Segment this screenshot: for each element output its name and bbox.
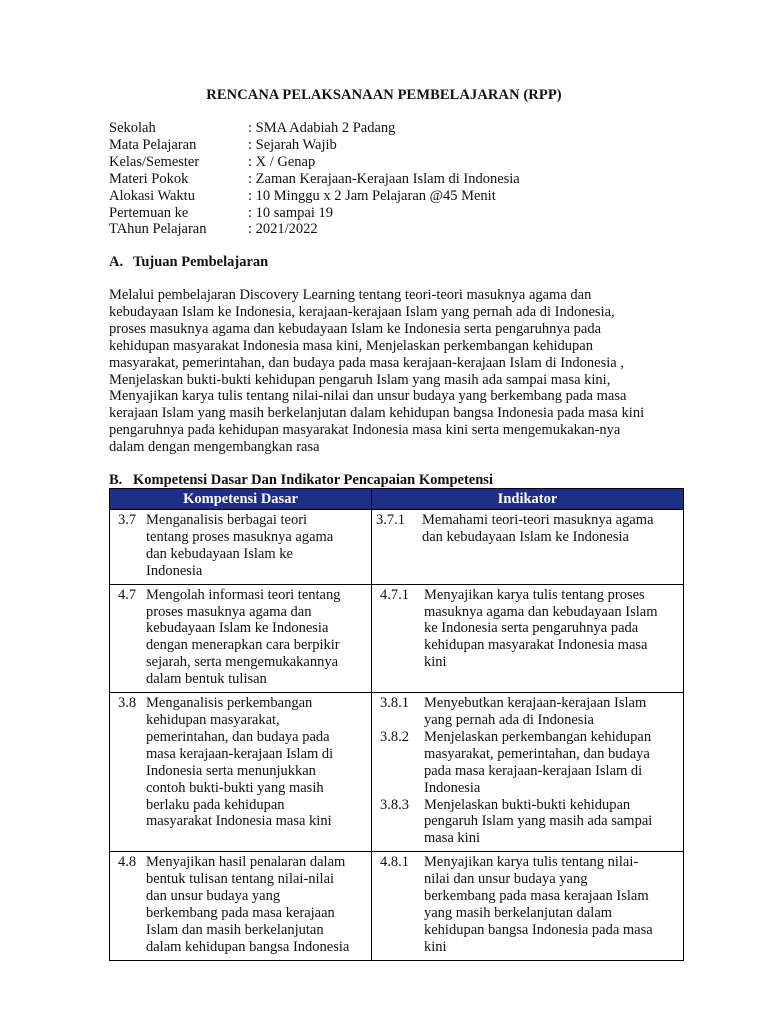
indicator-text-line: pengaruh Islam yang masih ada sampai bbox=[424, 813, 653, 830]
identity-block bbox=[109, 120, 520, 238]
indicator-text bbox=[424, 695, 679, 729]
identity-value: : SMA Adabiah 2 Padang bbox=[248, 120, 396, 136]
indicator-item bbox=[376, 797, 679, 848]
paragraph-line: pengaruhnya pada kehidupan masyarakat Indonesia masa kini serta mengemukakan-nya bbox=[109, 422, 621, 439]
indicator-number: 3.8.1 bbox=[380, 695, 409, 712]
kd-text-line: proses masuknya agama dan bbox=[146, 603, 312, 620]
kd-text-line: contoh bukti-bukti yang masih bbox=[146, 779, 324, 796]
identity-row bbox=[109, 120, 520, 137]
indicator-text-line: berkembang pada masa kerajaan Islam bbox=[424, 888, 649, 905]
header-kompetensi-dasar: Kompetensi Dasar bbox=[110, 489, 372, 510]
kd-number: 3.7 bbox=[118, 512, 137, 528]
identity-label: Mata Pelajaran bbox=[109, 136, 197, 153]
indicator-item bbox=[376, 587, 679, 672]
kd-text-line: masa kerajaan-kerajaan Islam di bbox=[146, 745, 334, 762]
kd-number: 3.8 bbox=[118, 695, 137, 712]
identity-value: : Zaman Kerajaan-Kerajaan Islam di Indonesia bbox=[248, 170, 520, 187]
identity-row bbox=[109, 137, 520, 154]
indicator-text-line: pada masa kerajaan-kerajaan Islam di bbox=[424, 762, 643, 779]
kd-text-line: kebudayaan Islam ke Indonesia bbox=[146, 620, 329, 637]
indicator-text-line: kini bbox=[424, 654, 447, 671]
paragraph-line: kebudayaan Islam ke Indonesia, kerajaan-kerajaan Islam yang pernah ada di Indonesia, bbox=[109, 303, 615, 320]
indicator-number: 3.8.3 bbox=[380, 796, 409, 813]
identity-label: Sekolah bbox=[109, 120, 156, 136]
section-a-marker: A. bbox=[109, 254, 124, 270]
section-b-title: Kompetensi Dasar Dan Indikator Pencapaian Kompetensi bbox=[133, 472, 493, 488]
table-header-row bbox=[110, 489, 684, 510]
kd-text-line: Menganalisis berbagai teori bbox=[146, 512, 308, 528]
indicator-text bbox=[424, 854, 679, 955]
section-b-marker: B. bbox=[109, 472, 123, 488]
kd-text-line: Indonesia serta menunjukkan bbox=[146, 762, 316, 779]
identity-row bbox=[109, 205, 520, 222]
kd-text-line: dalam bentuk tulisan bbox=[146, 671, 267, 688]
kd-text-line: Mengolah informasi teori tentang bbox=[146, 586, 341, 603]
section-a-title: Tujuan Pembelajaran bbox=[133, 254, 269, 270]
identity-label: Alokasi Waktu bbox=[109, 187, 195, 204]
indicator-cell bbox=[372, 693, 684, 852]
identity-value: : 10 Minggu x 2 Jam Pelajaran @45 Menit bbox=[248, 187, 496, 204]
indicator-item bbox=[376, 729, 679, 797]
identity-row bbox=[109, 171, 520, 188]
kd-text-line: sejarah, serta mengemukakannya bbox=[146, 654, 339, 671]
indicator-text-line: dan kebudayaan Islam ke Indonesia bbox=[422, 528, 629, 545]
kd-text-line: dan unsur budaya yang bbox=[146, 888, 281, 905]
kd-text bbox=[146, 587, 367, 688]
document-title: RENCANA PELAKSANAAN PEMBELAJARAN (RPP) bbox=[206, 87, 562, 103]
identity-row bbox=[109, 221, 520, 238]
section-a-heading bbox=[109, 254, 268, 271]
learning-objective-paragraph bbox=[109, 287, 689, 456]
kd-text-line: bentuk tulisan tentang nilai-nilai bbox=[146, 871, 335, 888]
kd-text-line: pemerintahan, dan budaya pada bbox=[146, 728, 330, 745]
indicator-cell bbox=[372, 510, 684, 585]
indicator-text-line: masuknya agama dan kebudayaan Islam bbox=[424, 603, 658, 620]
indicator-text bbox=[424, 729, 679, 797]
kd-item bbox=[114, 854, 367, 955]
indicator-text-line: Memahami teori-teori masuknya agama bbox=[422, 512, 654, 528]
table-row bbox=[110, 584, 684, 692]
kd-text-line: berkembang pada masa kerajaan bbox=[146, 904, 335, 921]
indicator-cell bbox=[372, 584, 684, 692]
indicator-cell bbox=[372, 852, 684, 960]
indicator-text-line: yang pernah ada di Indonesia bbox=[424, 711, 594, 728]
indicator-item bbox=[376, 695, 679, 729]
kd-item bbox=[114, 587, 367, 688]
paragraph-line: dalam dengan mengembangkan rasa bbox=[109, 439, 320, 456]
kd-cell bbox=[110, 693, 372, 852]
kd-cell bbox=[110, 852, 372, 960]
kd-text-line: kehidupan masyarakat, bbox=[146, 711, 280, 728]
identity-label: Kelas/Semester bbox=[109, 153, 200, 170]
paragraph-line: kerajaan Islam yang masih berkelanjutan dalam kehidupan bangsa Indonesia pada masa kini bbox=[109, 405, 645, 422]
indicator-text-line: masa kini bbox=[424, 830, 480, 847]
header-indikator: Indikator bbox=[372, 489, 684, 510]
indicator-text-line: kehidupan bangsa Indonesia pada masa bbox=[424, 921, 653, 938]
paragraph-line: Menjelaskan bukti-bukti kehidupan pengaruh Islam yang masih ada sampai masa kini, bbox=[109, 371, 611, 388]
paragraph-line: masyarakat, pemerintahan, dan budaya pada masa kerajaan-kerajaan Islam di Indonesia , bbox=[109, 354, 624, 371]
identity-label: Pertemuan ke bbox=[109, 204, 189, 221]
kd-text-line: dalam kehidupan bangsa Indonesia bbox=[146, 938, 350, 955]
paragraph-line: proses masuknya agama dan kebudayaan Islam ke Indonesia serta pengaruhnya pada bbox=[109, 320, 602, 337]
identity-value: : 2021/2022 bbox=[248, 221, 318, 238]
kd-text-line: Menganalisis perkembangan bbox=[146, 695, 313, 712]
kd-text-line: Islam dan masih berkelanjutan bbox=[146, 921, 324, 938]
indicator-text bbox=[424, 797, 679, 848]
kd-text bbox=[146, 695, 367, 830]
identity-value: : X / Genap bbox=[248, 153, 316, 170]
kd-text-line: tentang proses masuknya agama bbox=[146, 528, 334, 545]
paragraph-line: kehidupan masyarakat Indonesia masa kini, Menjelaskan perkembangan kehidupan bbox=[109, 337, 593, 354]
indicator-text bbox=[424, 587, 679, 672]
indicator-text-line: ke Indonesia serta pengaruhnya pada bbox=[424, 620, 639, 637]
indicator-text-line: kehidupan masyarakat Indonesia masa bbox=[424, 637, 648, 654]
identity-row bbox=[109, 154, 520, 171]
section-b-heading bbox=[109, 472, 493, 489]
indicator-number: 4.7.1 bbox=[380, 586, 409, 603]
kd-text-line: dengan menerapkan cara berpikir bbox=[146, 637, 340, 654]
identity-label: TAhun Pelajaran bbox=[109, 221, 207, 238]
kd-number: 4.7 bbox=[118, 586, 137, 603]
paragraph-line: Melalui pembelajaran Discovery Learning tentang teori-teori masuknya agama dan bbox=[109, 287, 592, 303]
kd-text-line: masyarakat Indonesia masa kini bbox=[146, 813, 332, 830]
indicator-text-line: yang masih berkelanjutan dalam bbox=[424, 904, 613, 921]
kd-number: 4.8 bbox=[118, 854, 137, 871]
indicator-text bbox=[422, 512, 679, 546]
kd-cell bbox=[110, 510, 372, 585]
kd-text-line: berlaku pada kehidupan bbox=[146, 796, 285, 813]
table-row bbox=[110, 510, 684, 585]
indicator-item bbox=[376, 854, 679, 955]
kd-text-line: Indonesia bbox=[146, 562, 203, 579]
identity-row bbox=[109, 188, 520, 205]
identity-value: : Sejarah Wajib bbox=[248, 136, 337, 153]
indicator-text-line: Menjelaskan perkembangan kehidupan bbox=[424, 728, 652, 745]
kd-item bbox=[114, 512, 367, 580]
indicator-text-line: Menyajikan karya tulis tentang proses bbox=[424, 586, 645, 603]
kd-text bbox=[146, 854, 367, 955]
table-row bbox=[110, 852, 684, 960]
indicator-text-line: Menjelaskan bukti-bukti kehidupan bbox=[424, 796, 631, 813]
kd-item bbox=[114, 695, 367, 830]
indicator-number: 3.8.2 bbox=[380, 728, 409, 745]
identity-label: Materi Pokok bbox=[109, 170, 189, 187]
kd-text-line: dan kebudayaan Islam ke bbox=[146, 545, 293, 562]
indicator-text-line: Menyajikan karya tulis tentang nilai- bbox=[424, 854, 639, 871]
identity-value: : 10 sampai 19 bbox=[248, 204, 333, 221]
indicator-text-line: Menyebutkan kerajaan-kerajaan Islam bbox=[424, 695, 647, 712]
competency-table bbox=[109, 488, 684, 961]
indicator-text-line: Indonesia bbox=[424, 779, 481, 796]
indicator-text-line: masyarakat, pemerintahan, dan budaya bbox=[424, 745, 650, 762]
indicator-number: 4.8.1 bbox=[380, 854, 409, 871]
paragraph-line: Menyajikan karya tulis tentang nilai-nilai dan unsur budaya yang berkembang pada masa bbox=[109, 388, 627, 405]
table-row bbox=[110, 693, 684, 852]
kd-cell bbox=[110, 584, 372, 692]
indicator-text-line: kini bbox=[424, 938, 447, 955]
indicator-number: 3.7.1 bbox=[376, 512, 405, 528]
kd-text bbox=[146, 512, 367, 580]
kd-text-line: Menyajikan hasil penalaran dalam bbox=[146, 854, 346, 871]
indicator-item bbox=[376, 512, 679, 546]
indicator-text-line: nilai dan unsur budaya yang bbox=[424, 871, 588, 888]
